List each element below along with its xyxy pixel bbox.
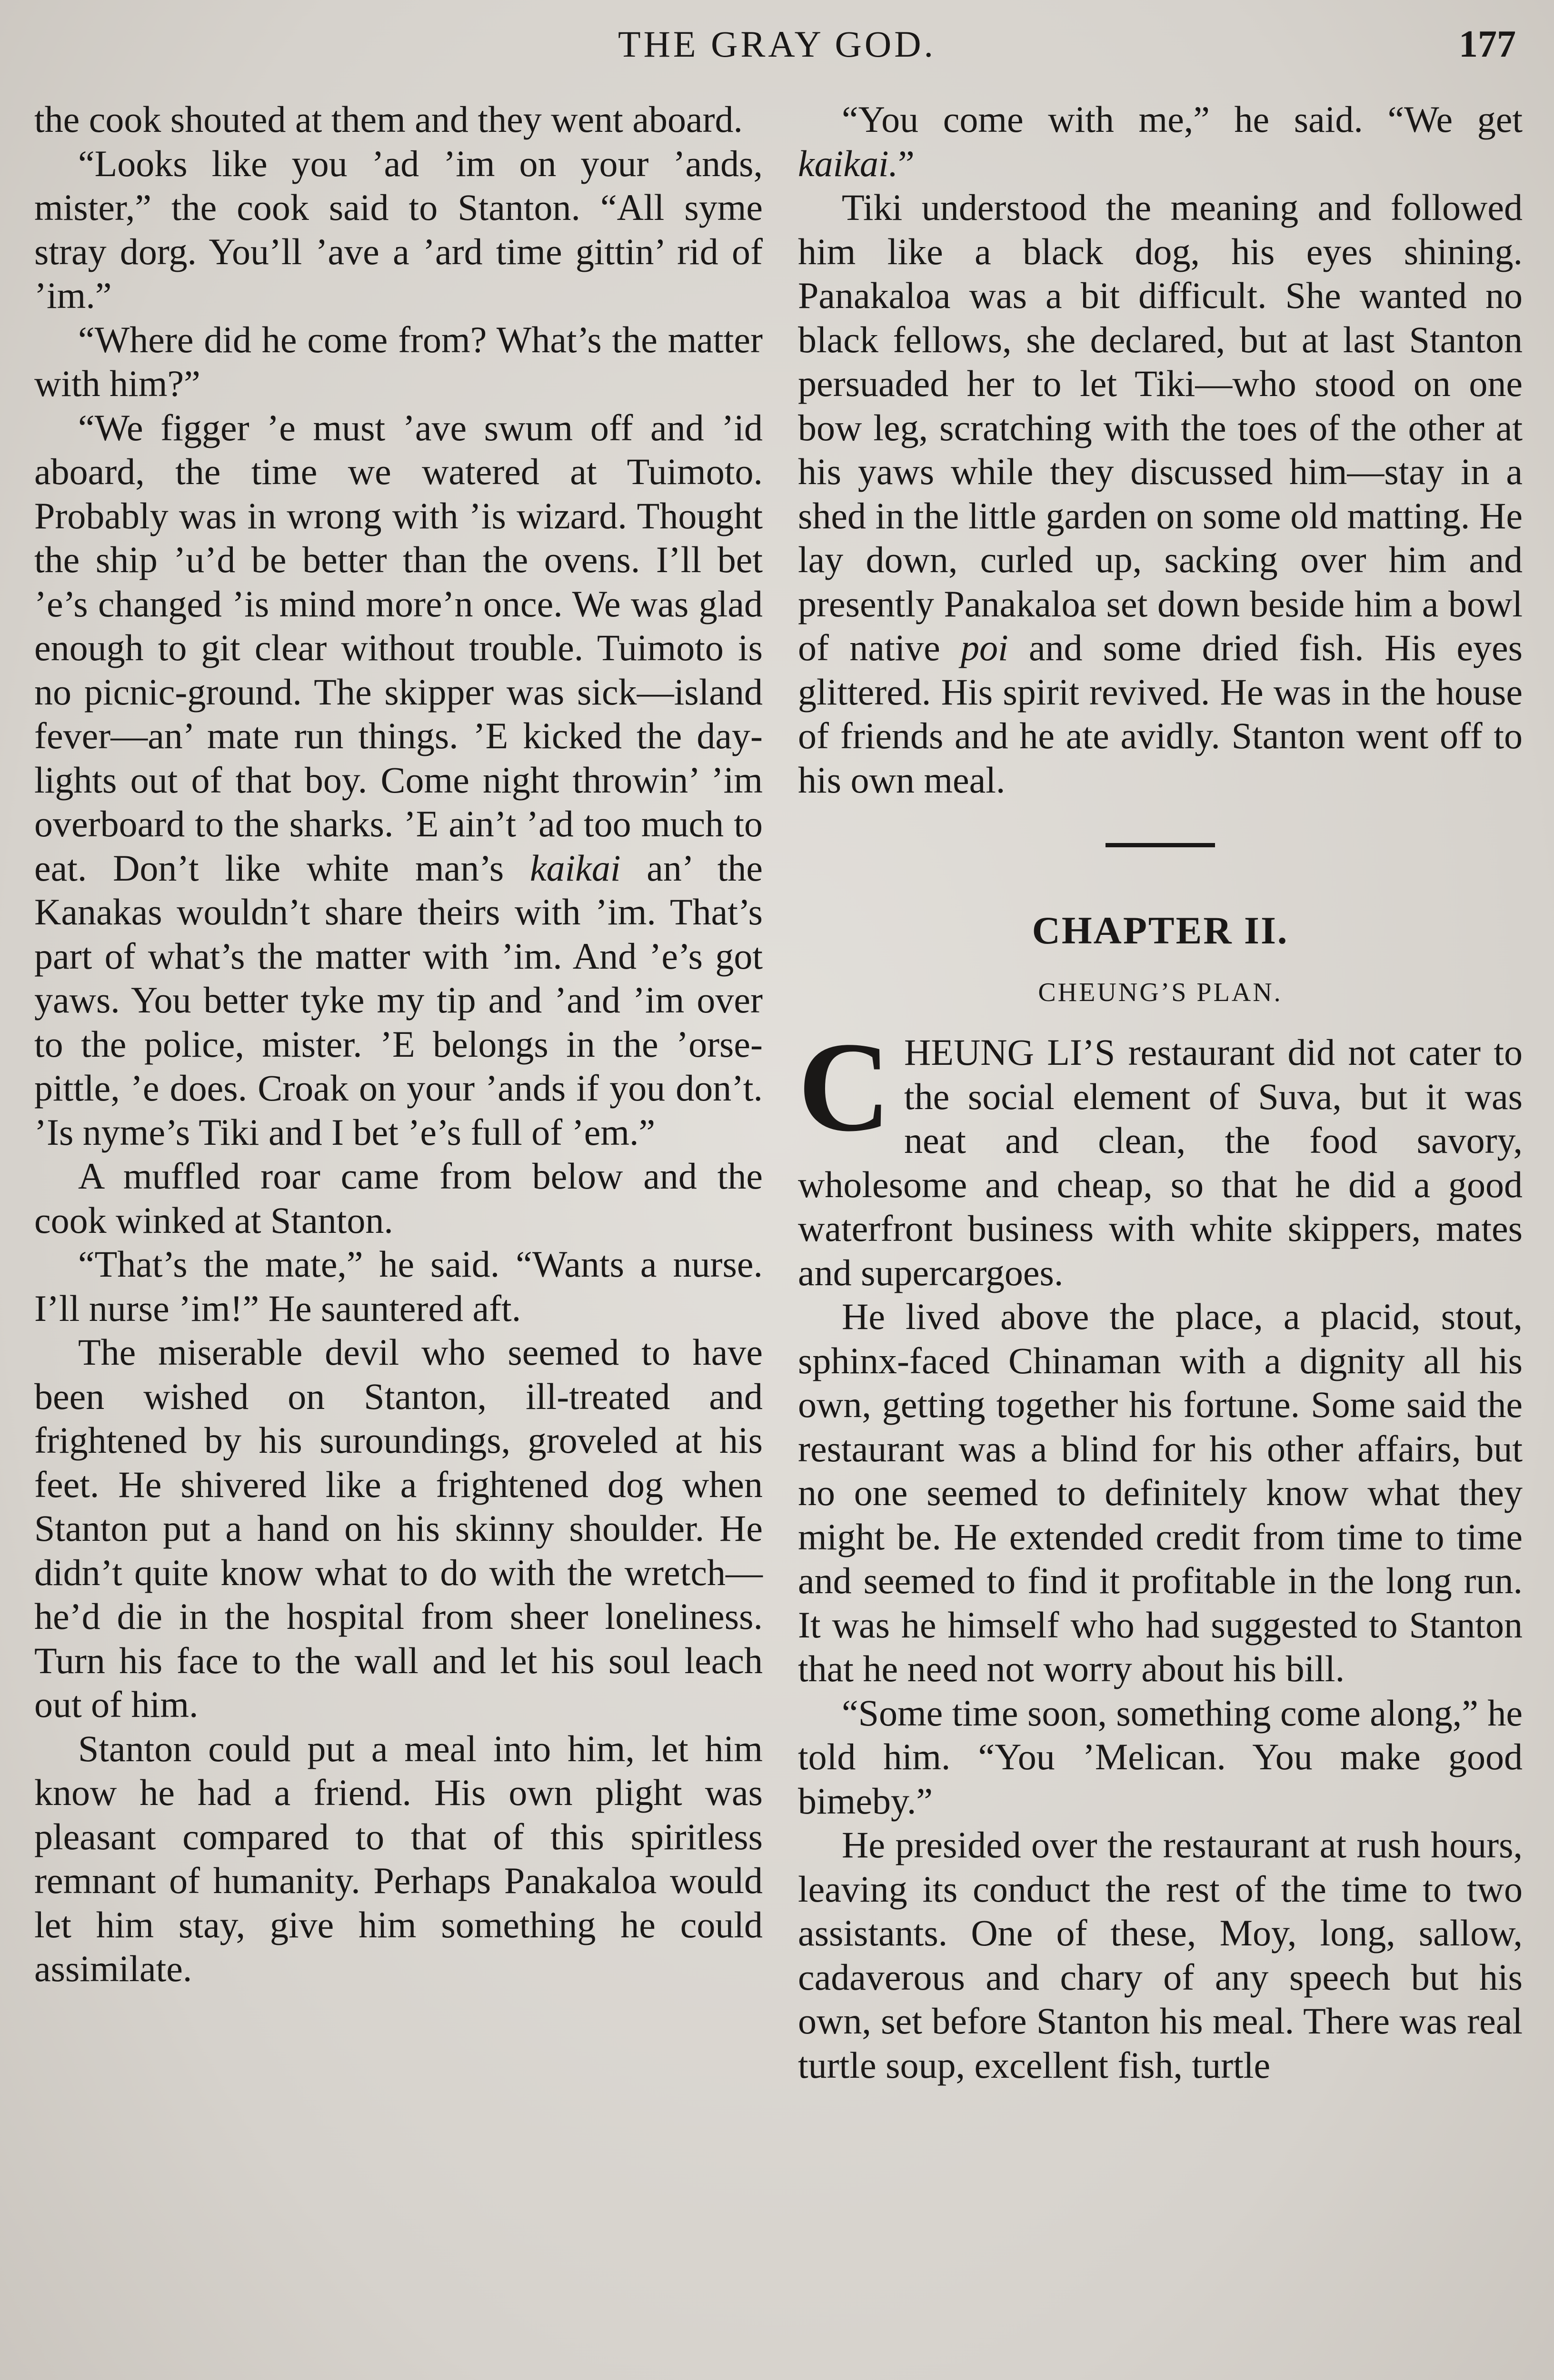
paragraph-text: HEUNG LI’S restaurant did not cater to the social element of Suva, but it was neat and clean, the food savory, wholesome and cheap, so that he did a good waterfront business with white skippers, mates and supercargoes. [798,1031,1523,1293]
paragraph: Stanton could put a meal into him, let him know he had a friend. His own plight was pleasant compared to that of this spiritless remnant of humanity. Perhaps Panakaloa would let him stay, give him something he could assimilate. [34,1727,763,1989]
paragraph [798,98,1523,186]
chapter-title: CHAPTER II. [1032,909,1289,952]
left-column [34,98,763,1991]
italic-word: kaikai [529,847,621,889]
drop-cap: C [798,1016,891,1158]
paragraph-text: and some dried fish. His eyes glittered. His spirit revived. He was in the house of friends and he ate avidly. Stanton went off to his own meal. [798,627,1523,801]
paragraph: A muffled roar came from below and the cook winked at Stanton. [34,1155,763,1241]
paragraph: “Looks like you ’ad ’im on your ’ands, mister,” the cook said to Stanton. “All syme stray dorg. You’ll ’ave a ’ard time gittin’ rid of ’im.” [34,142,763,316]
paragraph: He presided over the restaurant at rush hours, leaving its conduct the rest of the time to two assistants. One of these, Moy, long, sallow, cadaverous and chary of any speech but his own, set before Stanton his meal. There was real turtle soup, excellent fish, turtle [798,1824,1523,2086]
chapter-subtitle: CHEUNG’S PLAN. [1038,978,1283,1007]
paragraph-text: an’ the Kanakas wouldn’t share theirs with ’im. That’s part of what’s the matter with ’im. And ’e’s got yaws. You better tyke my tip and ’and ’im over to the police, mister. ’E belongs in the ’orse-pittle, ’e does. Croak on your ’ands if you don’t. ’Is nyme’s Tiki and I bet ’e’s full of ’em.” [34,847,763,1153]
italic-word: kaikai. [798,142,898,184]
paragraph: “Some time soon, something come along,” he told him. “You ’Melican. You make good bimeby.” [798,1692,1523,1822]
paragraph [798,186,1523,802]
paragraph [34,406,763,1155]
paragraph-text: “You come with me,” he said. “We get [842,99,1523,140]
paragraph: “Where did he come from? What’s the matter with him?” [34,318,763,404]
paragraph: He lived above the place, a placid, stout, sphinx-faced Chinaman with a dignity all his own, getting together his fortune. Some said the restaurant was a blind for his other affairs, but no one seemed to definitely know what they might be. He extended credit from time to time and seemed to find it profitable in the long run. It was he himself who had suggested to Stanton that he need not worry about his bill. [798,1296,1523,1689]
paragraph: The miserable devil who seemed to have been wished on Stanton, ill-treated and frightened by his suroundings, groveled at his feet. He shivered like a frightened dog when Stanton put a hand on his skinny shoulder. He didn’t quite know what to do with the wretch—he’d die in the hospital from sheer loneliness. Turn his face to the wall and let his soul leach out of him. [34,1331,763,1725]
opening-paragraph [798,1016,1523,1295]
paragraph: the cook shouted at them and they went aboard. [34,99,743,140]
running-title: THE GRAY GOD. [618,23,936,65]
paragraph: “That’s the mate,” he said. “Wants a nurse. I’ll nurse ’im!” He sauntered aft. [34,1243,763,1329]
paragraph-text: ” [898,142,915,184]
right-column [798,98,1523,2087]
italic-word: poi [961,627,1008,668]
page-number: 177 [1459,23,1516,65]
paragraph-text: Tiki understood the meaning and followed him like a black dog, his eyes shining. Panakaloa was a bit difficult. She wanted no black fellows, she declared, but at last Stanton persuaded her to let Tiki—who stood on one bow leg, scratching with the toes of the other at his yaws while they discussed him—stay in a shed in the little garden on some old matting. He lay down, curled up, sacking over him and presently Panakaloa set down beside him a bowl of native [798,187,1523,668]
section-divider [1106,843,1215,847]
paragraph-text: “We figger ’e must ’ave swum off and ’id aboard, the time we watered at Tuimoto. Probably was in wrong with ’is wizard. Thought the ship ’u’d be better than the ovens. I’ll bet ’e’s changed ’is mind more’n once. We was glad enough to git clear without trouble. Tuimoto is no picnic-ground. The skipper was sick—island fever—an’ mate run things. ’E kicked the day-lights out of that boy. Come night throwin’ ’im overboard to the sharks. ’E ain’t ’ad too much to eat. Don’t like white man’s [34,407,763,889]
running-head [0,18,1554,70]
